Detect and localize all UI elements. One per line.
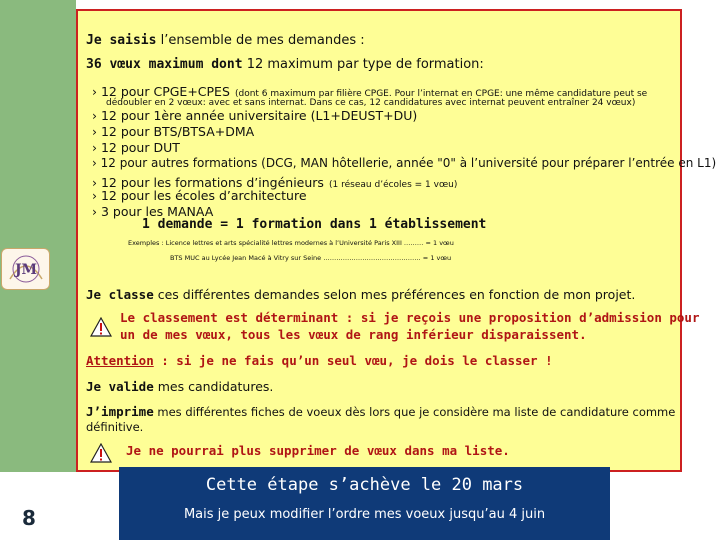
list-item: › 12 pour les écoles d’architecture <box>92 188 307 203</box>
banner-line-2: Mais je peux modifier l’ordre mes voeux jusqu’au 4 juin <box>183 507 546 522</box>
warning-icon <box>90 443 112 463</box>
voeux-rest: 12 maximum par type de formation: <box>246 57 484 72</box>
jm-logo <box>1 248 50 290</box>
warning1-line-1: Le classement est déterminant : si je reçois une proposition d’admission pour <box>120 310 700 325</box>
imprime-lead: J’imprime <box>86 404 154 419</box>
list-item: › 12 pour DUT <box>92 140 180 155</box>
item-note: (1 réseau d’écoles = 1 vœu) <box>329 180 458 190</box>
attention-lead: Attention <box>86 353 154 368</box>
warning2-line: Je ne pourrai plus supprimer de vœux dans ma liste. <box>126 443 510 458</box>
imprime-line-2: définitive. <box>86 420 144 434</box>
item-main: › 12 pour CPGE+CPES <box>92 84 230 99</box>
voeux-lead: 36 vœux maximum dont <box>86 57 243 72</box>
list-item: dédoubler en 2 vœux: avec et sans internat. Dans ce cas, 12 candidatures avec internat peuvent entraîner 24 vœux) <box>106 98 636 108</box>
list-item: › 12 pour 1ère année universitaire (L1+DEUST+DU) <box>92 108 418 123</box>
list-item: › 12 pour autres formations (DCG, MAN hôtellerie, année "0" à l’université pour préparer l’entrée en L1) <box>92 156 717 170</box>
rule-line: 1 demande = 1 formation dans 1 établissement <box>142 217 487 232</box>
logo-letters: JM <box>14 262 37 278</box>
classe-line <box>86 287 635 302</box>
list-item: › 3 pour les MANAA <box>92 204 214 219</box>
saisis-line <box>86 33 365 48</box>
valide-rest: mes candidatures. <box>157 379 274 394</box>
attention-rest: : si je ne fais qu’un seul vœu, je dois le classer ! <box>153 353 553 368</box>
example-line-2: BTS MUC au Lycée Jean Macé à Vitry sur Seine ……………………………………… = 1 vœu <box>170 254 452 262</box>
example-line-1: Exemples : Licence lettres et arts spécialité lettres modernes à l’Université Paris XIII ……… = 1 vœu <box>128 239 454 247</box>
voeux-line <box>86 57 484 72</box>
attention-line <box>86 353 553 368</box>
page-number: 8 <box>22 506 36 530</box>
warning-icon <box>90 317 112 337</box>
deadline-banner <box>119 467 610 540</box>
item-main: › 12 pour les formations d’ingénieurs <box>92 175 324 190</box>
valide-lead: Je valide <box>86 379 154 394</box>
classe-lead: Je classe <box>86 287 154 302</box>
classe-rest: ces différentes demandes selon mes préférences en fonction de mon projet. <box>157 287 636 302</box>
warning1-line-2: un de mes vœux, tous les vœux de rang inférieur disparaissent. <box>120 327 587 342</box>
banner-line-1: Cette étape s’achève le 20 mars <box>205 475 524 495</box>
item-note: (dont 6 maximum par filière CPGE. Pour l’internat en CPGE: une même candidature peut se <box>234 89 648 99</box>
logo-icon <box>4 251 48 287</box>
valide-line <box>86 379 273 394</box>
saisis-lead: Je saisis <box>86 33 157 48</box>
list-item: › 12 pour BTS/BTSA+DMA <box>92 124 255 139</box>
content-panel <box>76 9 717 472</box>
imprime-line <box>86 404 675 419</box>
side-band-bottom <box>0 472 76 540</box>
saisis-rest: l’ensemble de mes demandes : <box>160 33 365 48</box>
imprime-rest: mes différentes fiches de voeux dès lors que je considère ma liste de candidature comme <box>157 405 676 419</box>
